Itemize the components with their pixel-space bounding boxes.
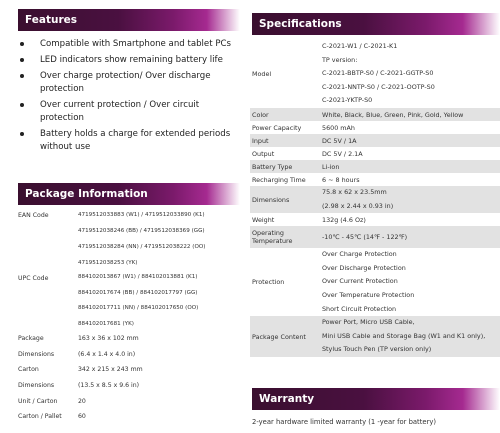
feature-item (18, 128, 240, 154)
spec-row (250, 147, 500, 160)
spec-row (250, 40, 500, 108)
ean-line: 4719512033883 (W1) / 4719512033890 (K1) (78, 212, 205, 218)
spec-value: Power Port, Micro USB Cable, Mini USB Cable and Storage Bag (W1 and K1 only), Stylus Touch Pen (TP version only) (322, 318, 486, 354)
feature-item (18, 54, 240, 67)
ean-line: 4719512038246 (BB) / 4719512038369 (GG) (78, 228, 205, 234)
spec-value: DC 5V / 2.1A (322, 149, 363, 158)
spec-value: -10℃ - 45℃ (14℉ - 122℉) (322, 233, 408, 242)
spec-label: Operating Temperature (252, 229, 293, 246)
features-title: Features (25, 14, 77, 26)
feature-text: Compatible with Smartphone and tablet PCs (40, 39, 231, 49)
spec-value: 5600 mAh (322, 123, 355, 132)
feature-text: Battery holds a charge for extended periods without use (40, 129, 231, 152)
warranty-title: Warranty (259, 393, 315, 405)
spec-value: Over Charge Protection Over Discharge Protection Over Current Protection Over Temperature Protection Short Circuit Protection (322, 250, 415, 313)
spec-label: Output (252, 149, 275, 158)
upc-line: 884102017711 (NN) / 884102017650 (OO) (78, 305, 199, 311)
spec-row (250, 316, 500, 357)
bullet-icon (20, 42, 24, 46)
spec-label: Recharging Time (252, 175, 306, 184)
warranty-header (252, 388, 500, 410)
spec-row (250, 186, 500, 213)
features-header (18, 9, 240, 31)
spec-value: 132g (4.6 Oz) (322, 215, 366, 224)
upc-line: 884102013867 (W1) / 884102013881 (K1) (78, 274, 198, 280)
spec-label: Power Capacity (252, 123, 302, 132)
spec-value: White, Black, Blue, Green, Pink, Gold, Yellow (322, 110, 464, 119)
spec-row (250, 213, 500, 226)
bullet-icon (20, 58, 24, 62)
warranty-text: 2-year hardware limited warranty (1 -year for battery) (252, 418, 437, 426)
spec-row (250, 108, 500, 121)
upc-label: UPC Code (18, 275, 49, 282)
spec-row (250, 160, 500, 173)
spec-label: Protection (252, 278, 285, 287)
bullet-icon (20, 74, 24, 78)
spec-row (250, 226, 500, 248)
bullet-icon (20, 103, 24, 107)
feature-item (18, 99, 240, 125)
bullet-icon (20, 132, 24, 136)
spec-label: Model (252, 70, 272, 78)
spec-value: Li-ion (322, 162, 340, 171)
ean-line: 4719512038253 (YK) (78, 260, 138, 266)
specifications-table (250, 40, 500, 357)
spec-row (250, 121, 500, 134)
feature-text: Over current protection / Over circuit protection (40, 100, 200, 123)
feature-item (18, 70, 240, 96)
features-list (18, 38, 240, 157)
ean-line: 4719512038284 (NN) / 4719512038222 (OO) (78, 244, 206, 250)
specifications-title: Specifications (259, 18, 342, 30)
spec-row (250, 134, 500, 147)
spec-row (250, 248, 500, 316)
spec-value: C-2021-W1 / C-2021-K1 TP version: C-2021-BBTP-S0 / C-2021-GGTP-S0 C-2021-NNTP-S0 / C-2021-OOTP-S0 C-2021-YKTP-S0 (322, 42, 435, 105)
ean-label: EAN Code (18, 212, 49, 219)
specifications-header (252, 13, 500, 35)
spec-value: 75.8 x 62 x 23.5mm (2.98 x 2.44 x 0.93 in) (322, 188, 394, 210)
spec-row (250, 173, 500, 186)
feature-text: Over charge protection/ Over discharge protection (40, 71, 211, 94)
upc-line: 884102017681 (YK) (78, 321, 134, 327)
feature-text: LED indicators show remaining battery life (40, 55, 223, 65)
package-header (18, 183, 240, 205)
feature-item (18, 38, 240, 51)
spec-label: Battery Type (252, 162, 293, 171)
spec-label: Weight (252, 215, 275, 224)
upc-line: 884102017674 (BB) / 884102017797 (GG) (78, 290, 198, 296)
spec-label: Color (252, 110, 269, 119)
spec-label: Input (252, 136, 269, 145)
package-title: Package Information (25, 188, 148, 200)
spec-label: Dimensions (252, 195, 290, 204)
spec-value: DC 5V / 1A (322, 136, 357, 145)
spec-label: Package Content (252, 332, 306, 341)
spec-value: 6 ~ 8 hours (322, 175, 360, 184)
